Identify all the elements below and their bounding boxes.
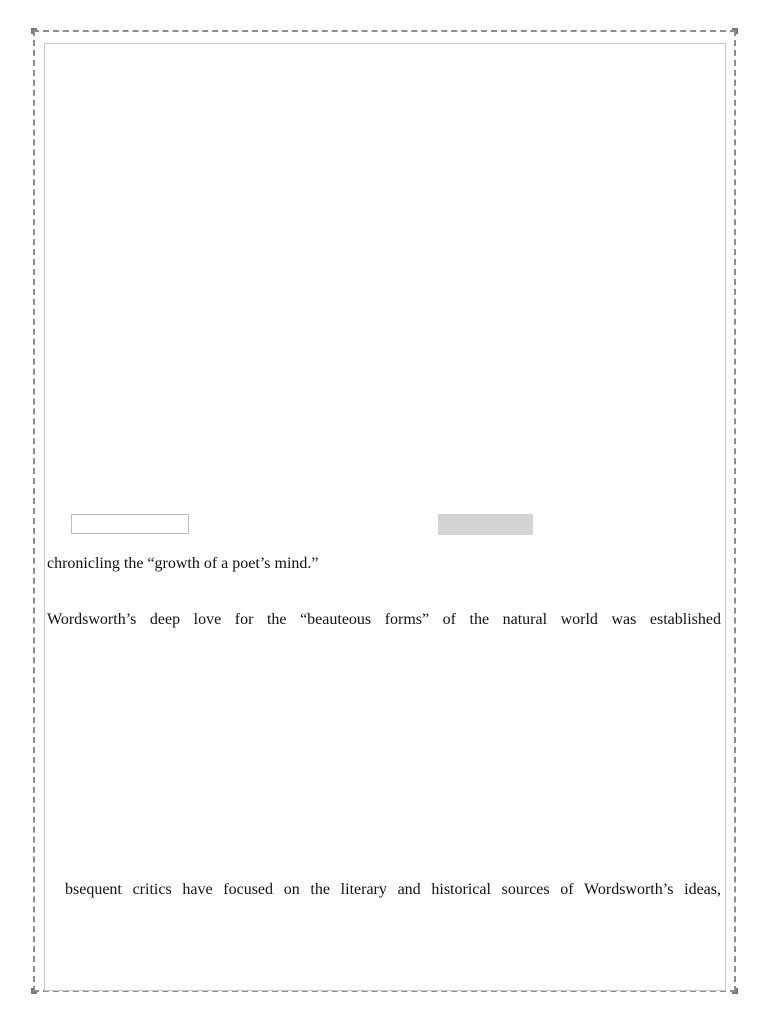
document-text-line: chronicling the “growth of a poet’s mind.” — [47, 555, 319, 572]
crop-mark-bottom-left — [31, 988, 37, 994]
empty-text-field[interactable] — [71, 514, 189, 534]
crop-mark-top-right — [732, 28, 738, 34]
crop-mark-top-left — [31, 28, 37, 34]
document-text-line: Wordsworth’s deep love for the “beauteous forms” of the natural world was established — [47, 611, 721, 628]
shaded-placeholder-box — [438, 514, 533, 535]
crop-mark-bottom-right — [732, 988, 738, 994]
document-text-line: bsequent critics have focused on the literary and historical sources of Wordsworth’s ideas, — [65, 881, 721, 898]
